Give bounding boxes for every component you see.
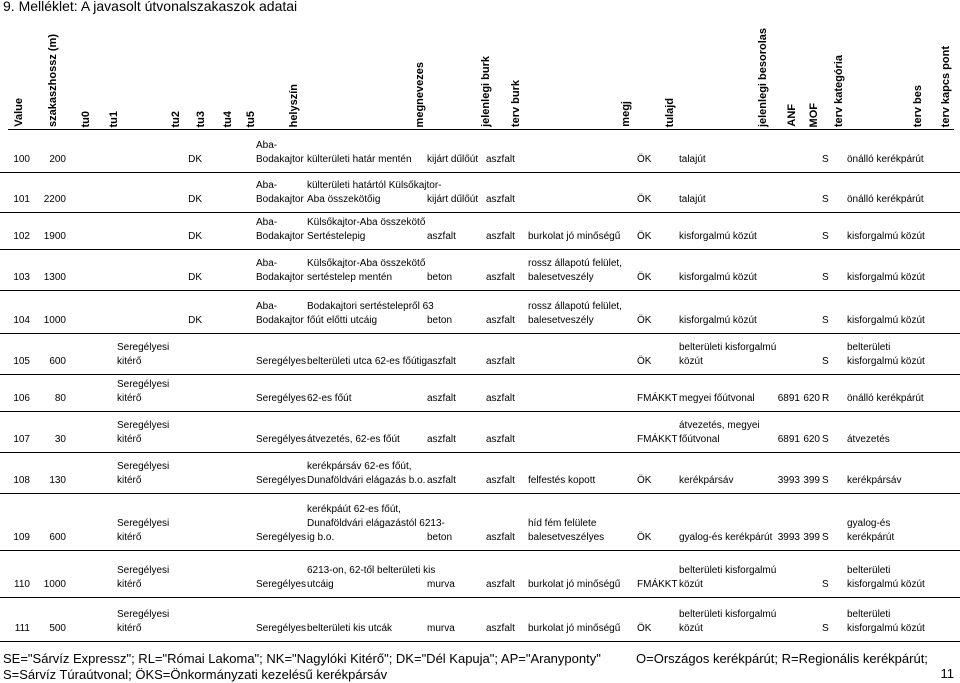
table-header bbox=[0, 0, 960, 129]
table-cell-len: 80 bbox=[54, 393, 66, 404]
table-cell-len: 600 bbox=[49, 532, 66, 543]
table-cell-hely: Aba- Bodakajtor bbox=[256, 217, 304, 242]
table-cell-tb: aszfalt bbox=[486, 393, 515, 404]
table-cell-megn: belterületi utca 62-es főútig bbox=[307, 356, 428, 367]
table-cell-len: 30 bbox=[54, 434, 66, 445]
table-cell-len: 1000 bbox=[43, 315, 66, 326]
table-cell-tb: aszfalt bbox=[486, 623, 515, 634]
table-cell-megj: felfestés kopott bbox=[528, 475, 596, 486]
table-cell-jbes: kerékpársáv bbox=[679, 475, 734, 486]
column-header: tu4 bbox=[222, 110, 234, 127]
table-cell-tu5: DK bbox=[188, 194, 202, 205]
table-cell-value: 107 bbox=[13, 434, 30, 445]
table-cell-value: 102 bbox=[13, 231, 30, 242]
table-row bbox=[0, 290, 960, 334]
table-cell-tk: S bbox=[822, 579, 829, 590]
table-cell-tb: aszfalt bbox=[486, 434, 515, 445]
table-cell-tul: ÖK bbox=[637, 356, 652, 367]
table-cell-value: 104 bbox=[13, 315, 30, 326]
table-cell-mof: 399 bbox=[803, 475, 820, 486]
column-header: megnevezes bbox=[414, 61, 426, 127]
table-cell-jbes: belterületi kisforgalmú közút bbox=[679, 342, 777, 367]
table-cell-tb: aszfalt bbox=[486, 231, 515, 242]
table-row bbox=[0, 452, 960, 494]
footer-legend-categories: O=Országos kerékpárút; R=Regionális kerékpárút; bbox=[636, 651, 928, 666]
table-cell-value: 108 bbox=[13, 475, 30, 486]
table-cell-tul: ÖK bbox=[637, 475, 652, 486]
table-cell-hely: Aba- Bodakajtor bbox=[256, 180, 304, 205]
column-header: tu0 bbox=[80, 110, 92, 127]
column-header: tulajd bbox=[664, 97, 676, 127]
table-cell-jbes: kisforgalmú közút bbox=[679, 231, 757, 242]
column-header: Value bbox=[13, 98, 25, 127]
table-cell-megn: átvezetés, 62-es főút bbox=[307, 434, 400, 445]
table-cell-tk: S bbox=[822, 231, 829, 242]
column-header: MOF bbox=[808, 102, 820, 127]
table-cell-len: 1000 bbox=[43, 579, 66, 590]
column-header: jelenlegi besorolas bbox=[757, 27, 769, 127]
table-cell-jb: aszfalt bbox=[427, 475, 456, 486]
table-row bbox=[0, 550, 960, 598]
table-cell-tbes: önálló kerékpárút bbox=[847, 194, 924, 205]
table-cell-jb: murva bbox=[427, 623, 455, 634]
table-cell-tbes: átvezetés bbox=[847, 434, 890, 445]
table-cell-len: 130 bbox=[49, 475, 66, 486]
table-cell-megj: burkolat jó minőségű bbox=[528, 231, 621, 242]
table-cell-tul: ÖK bbox=[637, 154, 652, 165]
table-cell-hely: Seregélyes bbox=[256, 579, 307, 590]
table-cell-jb: murva bbox=[427, 579, 455, 590]
table-cell-len: 2200 bbox=[43, 194, 66, 205]
table-cell-hely: Aba- Bodakajtor bbox=[256, 140, 304, 165]
table-cell-jb: aszfalt bbox=[427, 231, 456, 242]
table-cell-tu2: Seregélyesi kitérő bbox=[117, 420, 170, 445]
table-cell-hely: Seregélyes bbox=[256, 356, 307, 367]
table-cell-tb: aszfalt bbox=[486, 532, 515, 543]
table-cell-megj: burkolat jó minőségű bbox=[528, 623, 621, 634]
table-row bbox=[0, 374, 960, 412]
table-cell-jbes: talajút bbox=[679, 194, 706, 205]
table-cell-tu5: DK bbox=[188, 272, 202, 283]
table-cell-value: 110 bbox=[14, 579, 30, 590]
table-cell-megn: Külsőkajtor-Aba összekötő sertéstelep mentén bbox=[307, 258, 426, 283]
table-cell-tbes: kerékpársáv bbox=[847, 475, 902, 486]
table-cell-jbes: átvezetés, megyei főútvonal bbox=[679, 420, 760, 445]
table-cell-value: 105 bbox=[13, 356, 30, 367]
table-cell-hely: Seregélyes bbox=[256, 393, 307, 404]
table-cell-hely: Seregélyes bbox=[256, 434, 307, 445]
table-cell-megj: rossz állapotú felület, balesetveszély bbox=[528, 258, 622, 283]
table-cell-jb: beton bbox=[427, 315, 453, 326]
table-cell-len: 1900 bbox=[43, 231, 66, 242]
table-cell-tul: ÖK bbox=[637, 315, 652, 326]
table-cell-jb: kijárt dűlőút bbox=[427, 194, 479, 205]
table-cell-tu5: DK bbox=[188, 154, 202, 165]
column-header: tu3 bbox=[195, 110, 207, 127]
table-cell-hely: Seregélyes bbox=[256, 475, 307, 486]
table-cell-tu2: Seregélyesi kitérő bbox=[117, 609, 170, 634]
table-cell-jb: beton bbox=[427, 272, 453, 283]
table-cell-jbes: talajút bbox=[679, 154, 706, 165]
table-cell-tbes: belterületi kisforgalmú közút bbox=[847, 565, 925, 590]
table-cell-anf: 3993 bbox=[777, 532, 800, 543]
table-cell-tb: aszfalt bbox=[486, 579, 515, 590]
table-cell-jbes: megyei főútvonal bbox=[679, 393, 755, 404]
table-cell-jbes: gyalog-és kerékpárút bbox=[679, 532, 773, 543]
footer-legend-routes: SE="Sárvíz Expressz"; RL="Római Lakoma"; NK="Nagylóki Kitérő"; DK="Dél Kapuja"; AP="Aranyponty" bbox=[3, 651, 601, 666]
table-cell-tk: S bbox=[822, 194, 829, 205]
table-cell-tk: S bbox=[822, 154, 829, 165]
table-cell-anf: 6891 bbox=[777, 393, 800, 404]
table-cell-tul: ÖK bbox=[637, 272, 652, 283]
table-cell-value: 109 bbox=[13, 532, 30, 543]
table-cell-tk: S bbox=[822, 356, 829, 367]
table-cell-jbes: belterületi kisforgalmú közút bbox=[679, 565, 777, 590]
table-cell-megj: híd fém felülete balesetveszélyes bbox=[528, 518, 605, 543]
table-cell-tk: S bbox=[822, 315, 829, 326]
table-row bbox=[0, 172, 960, 213]
table-cell-hely: Seregélyes bbox=[256, 623, 307, 634]
table-cell-megn: 6213-on, 62-től belterületi kis utcáig bbox=[307, 565, 436, 590]
table-cell-tb: aszfalt bbox=[486, 154, 515, 165]
table-cell-megn: Bodakajtori sertéstelepről 63 főút előtti utcáig bbox=[307, 301, 434, 326]
table-cell-tu5: DK bbox=[188, 231, 202, 242]
footer-legend-types: S=Sárvíz Túraútvonal; ÖKS=Önkormányzati kezelésű kerékpársáv bbox=[3, 667, 388, 682]
table-cell-megn: külterületi határ mentén bbox=[307, 154, 412, 165]
table-cell-tu2: Seregélyesi kitérő bbox=[117, 565, 170, 590]
page-number: 11 bbox=[940, 666, 954, 681]
table-cell-tul: FMÁKKT bbox=[637, 434, 678, 445]
table-row bbox=[0, 249, 960, 291]
table-cell-tbes: kisforgalmú közút bbox=[847, 231, 925, 242]
table-row bbox=[0, 129, 960, 173]
table-cell-hely: Aba- Bodakajtor bbox=[256, 301, 304, 326]
table-cell-megn: kerékpáút 62-es főút, Dunaföldvári elágazástól 6213- ig b.o. bbox=[307, 504, 445, 543]
table-row bbox=[0, 333, 960, 375]
table-cell-tb: aszfalt bbox=[486, 475, 515, 486]
table-cell-mof: 620 bbox=[803, 393, 820, 404]
table-row bbox=[0, 493, 960, 551]
table-cell-tbes: kisforgalmú közút bbox=[847, 315, 925, 326]
table-cell-value: 106 bbox=[13, 393, 30, 404]
table-cell-tbes: önálló kerékpárút bbox=[847, 154, 924, 165]
table-cell-tk: S bbox=[822, 475, 829, 486]
column-header: tu5 bbox=[245, 110, 257, 127]
table-cell-megn: 62-es főút bbox=[307, 393, 352, 404]
table-cell-tul: FMÁKKT bbox=[637, 393, 678, 404]
table-cell-len: 200 bbox=[49, 154, 66, 165]
table-row bbox=[0, 411, 960, 453]
table-cell-tul: ÖK bbox=[637, 194, 652, 205]
table-cell-tk: S bbox=[822, 623, 829, 634]
table-cell-megn: külterületi határtól Külsőkajtor- Aba összekötőig bbox=[307, 180, 442, 205]
table-cell-tul: ÖK bbox=[637, 623, 652, 634]
column-header: terv kapcs pont bbox=[940, 45, 952, 127]
table-cell-tbes: belterületi kisforgalmú közút bbox=[847, 609, 925, 634]
table-cell-megj: burkolat jó minőségű bbox=[528, 579, 621, 590]
table-cell-anf: 3993 bbox=[777, 475, 800, 486]
table-cell-tu2: Seregélyesi kitérő bbox=[117, 461, 170, 486]
table-cell-jbes: kisforgalmú közút bbox=[679, 315, 757, 326]
table-cell-tul: ÖK bbox=[637, 532, 652, 543]
table-cell-tk: R bbox=[822, 393, 830, 404]
table-row bbox=[0, 212, 960, 250]
table-cell-megn: Külsőkajtor-Aba összekötő Sertéstelepig bbox=[307, 217, 426, 242]
table-cell-jbes: belterületi kisforgalmú közút bbox=[679, 609, 777, 634]
table-cell-jb: aszfalt bbox=[427, 393, 456, 404]
table-cell-tb: aszfalt bbox=[486, 315, 515, 326]
table-cell-tb: aszfalt bbox=[486, 356, 515, 367]
table-cell-tul: FMÁKKT bbox=[637, 579, 678, 590]
table-cell-tu2: Seregélyesi kitérő bbox=[117, 342, 170, 367]
table-cell-tb: aszfalt bbox=[486, 272, 515, 283]
table-cell-len: 500 bbox=[49, 623, 66, 634]
table-cell-hely: Seregélyes bbox=[256, 532, 307, 543]
table-cell-mof: 399 bbox=[803, 532, 820, 543]
table-cell-value: 100 bbox=[13, 154, 30, 165]
table-cell-tbes: önálló kerékpárút bbox=[847, 393, 924, 404]
table-row bbox=[0, 597, 960, 642]
table-cell-tk: S bbox=[822, 532, 829, 543]
table-cell-mof: 620 bbox=[803, 434, 820, 445]
column-header: ANF bbox=[786, 104, 798, 127]
table-cell-value: 103 bbox=[13, 272, 30, 283]
table-cell-value: 111 bbox=[14, 623, 30, 634]
table-cell-anf: 6891 bbox=[777, 434, 800, 445]
table-cell-tul: ÖK bbox=[637, 231, 652, 242]
column-header: jelenlegi burk bbox=[480, 56, 492, 127]
column-header: terv burk bbox=[510, 79, 522, 127]
table-cell-tb: aszfalt bbox=[486, 194, 515, 205]
table-cell-megn: belterületi kis utcák bbox=[307, 623, 393, 634]
column-header: tu2 bbox=[170, 110, 182, 127]
table-cell-tbes: gyalog-és kerékpárút bbox=[847, 518, 895, 543]
table-cell-jb: aszfalt bbox=[427, 356, 456, 367]
table-cell-tu2: Seregélyesi kitérő bbox=[117, 379, 170, 404]
table-cell-len: 1300 bbox=[43, 272, 66, 283]
column-header: terv bes bbox=[912, 84, 924, 127]
column-header: helyszín bbox=[288, 83, 300, 127]
table-cell-hely: Aba- Bodakajtor bbox=[256, 258, 304, 283]
column-header: megj bbox=[620, 101, 632, 127]
column-header: tu1 bbox=[108, 110, 120, 127]
table-cell-tbes: kisforgalmú közút bbox=[847, 272, 925, 283]
table-cell-tu2: Seregélyesi kitérő bbox=[117, 518, 170, 543]
column-header: szakaszhossz (m) bbox=[47, 34, 59, 127]
table-cell-megn: kerékpársáv 62-es főút, Dunaföldvári elágazás b.o. bbox=[307, 461, 426, 486]
table-cell-tbes: belterületi kisforgalmú közút bbox=[847, 342, 925, 367]
table-cell-jb: aszfalt bbox=[427, 434, 456, 445]
table-cell-len: 600 bbox=[49, 356, 66, 367]
page-title: 9. Melléklet: A javasolt útvonalszakaszok adatai bbox=[3, 0, 298, 14]
table-cell-value: 101 bbox=[13, 194, 30, 205]
table-cell-tu5: DK bbox=[188, 315, 202, 326]
table-cell-tk: S bbox=[822, 434, 829, 445]
table-cell-jb: beton bbox=[427, 532, 453, 543]
table-cell-tk: S bbox=[822, 272, 829, 283]
table-cell-jbes: kisforgalmú közút bbox=[679, 272, 757, 283]
table-cell-jb: kijárt dűlőút bbox=[427, 154, 479, 165]
table-cell-megj: rossz állapotú felület, balesetveszély bbox=[528, 301, 622, 326]
column-header: terv kategória bbox=[833, 54, 845, 127]
